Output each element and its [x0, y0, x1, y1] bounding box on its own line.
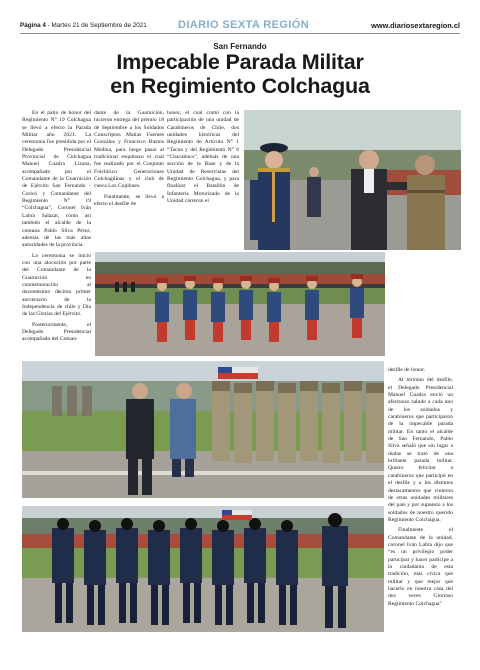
delegate-greets-soldiers-photo — [22, 361, 384, 498]
article-column-2 — [94, 110, 164, 211]
paragraph: Finalmente, se llevó a efecto el desfile de — [94, 193, 164, 208]
newspaper-brand: DIARIO SEXTA REGIÓN — [178, 19, 310, 31]
historic-units-march-photo — [95, 252, 385, 356]
headline-line-1: Impecable Parada Militar — [116, 50, 364, 74]
paragraph: Al término del desfile, el Delegado Presidencial Manuel Cuadra envió un afectuoso saludo a cada uno de los soldados y carabineros que participaron de la impecable parada militar. En tanto el alcalde de San Fernando, Pablo Silva señaló que sin lugar a dudas se trató de una brillante parada militar. Quiero felicitar a carabineros que participó en el desfile y a los distintos destacamentos que vinieron de otras unidades militares del país y por supuesto a los soldados de nuestro querido Regimiento Colchagua. — [388, 377, 453, 523]
article-column-1 — [22, 110, 91, 347]
paragraph: honor, el cual contó con la participación de una unidad de Carabineros de Chile, dos unidades históricas del Regimiento de Artículo N° 1 “Tacna y del Regimiento N° 6 “Chacabuco”, además de una sección de la Base y de la Unidad de Reservistas del Regimiento Colchagua, y para finalizar el Batallón de Infantería Motorizado de la Unidad carrerun el — [167, 110, 239, 205]
newspaper-website: www.diariosextaregion.cl — [371, 21, 460, 30]
page-header — [20, 19, 460, 36]
page-info — [20, 22, 147, 30]
infantry-battalion-march-photo — [22, 506, 384, 632]
headline-line-2: en Regimiento Colchagua — [110, 74, 370, 98]
award-ceremony-photo — [244, 110, 461, 250]
paragraph: Posteriormente, el Delegado Presidencial acompañado del Coman- — [22, 321, 91, 343]
header-rule — [20, 33, 460, 34]
article-headline — [0, 50, 480, 98]
page-label: Página 4 — [20, 22, 46, 29]
paragraph: desfile de honor. — [388, 367, 426, 373]
page-date: - Martes 21 de Septiembre de 2021 — [47, 22, 147, 29]
paragraph: Finalmente el Comandante de la unidad, coronel Iván Labra dijo que “es un privilegio poder participar y hacer partícipe a la ciudadanía de esta tradición, más cívica que militar y que mejor que hacerlo en nuestra casa del dos veces Glorioso Regimiento Colchagua” — [388, 527, 453, 607]
paragraph: dante de la Guarnición, hicieron entrega del premio 18 de Septiembre a los Soldados Conscriptos Matías Fuentes González y Francisco Bustos Medina, para luego pasar al tradicional esquinazo el cual fue realizado por el Conjunto Folclórico Generaciones Colchagüinas y el club de cueca Los Copihues. — [94, 110, 164, 190]
article-column-3 — [167, 110, 239, 208]
paragraph: En el patio de honor del Regimiento N° 19 Colchagua se llevó a efecto la Parada Militar año 2021. La ceremonia fue presidida por el Delegado Presidencial Provincial de Colchagua Manuel Cuadra Lizana, acompañado por el Comandante de la Guarnición de Ejército San Fernando - Curicó y Comandante del Regimiento N° 19 “Colchagua”, Coronel Iván Labra Salazar, como así también el alcalde de la comuna Pablo Silva Pérez, además de las más altas autoridades de la provincia. — [22, 110, 91, 249]
article-kicker: San Fernando — [213, 42, 267, 51]
article-column-4 — [388, 367, 453, 611]
paragraph: La ceremonia se inició con una alocución por parte del Comandante de la Guarnición en conmemoración al ducentésimo décimo primer aniversario de la Independencia de chile y Día de las Glorias del Ejército. — [22, 252, 91, 318]
